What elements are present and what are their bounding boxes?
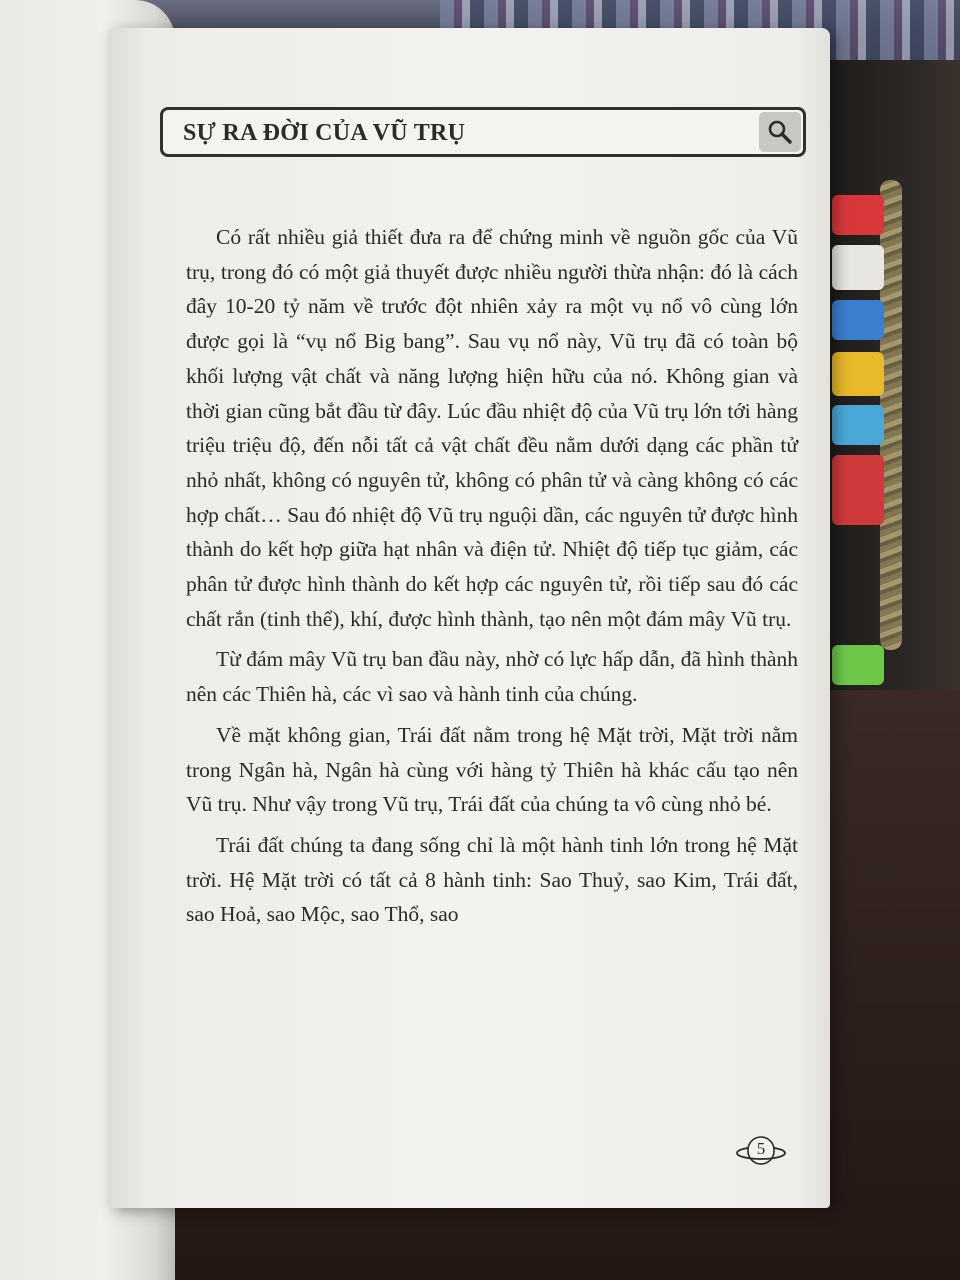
- page-number: [735, 1133, 787, 1169]
- background-toy-blue: [832, 300, 884, 340]
- paragraph-1: Có rất nhiều giả thiết đưa ra để chứng minh về nguồn gốc của Vũ trụ, trong đó có một giả thuyết được nhiều người thừa nhận: đó là cách đây 10-20 tỷ năm về trước đột nhiên xảy ra một vụ nổ vô cùng lớn được gọi là “vụ nổ Big bang”. Sau vụ nổ này, Vũ trụ đã có toàn bộ khối lượng vật chất và năng lượng hiện hữu của nó. Không gian và thời gian cũng bắt đầu từ đây. Lúc đầu nhiệt độ của Vũ trụ lớn tới hàng triệu triệu độ, đến nỗi tất cả vật chất đều nằm dưới dạng các phần tử nhỏ nhất, không có nguyên tử, không có phân tử và càng không có các hợp chất… Sau đó nhiệt độ Vũ trụ nguội dần, các nguyên tử được hình thành do kết hợp giữa hạt nhân và điện tử. Nhiệt độ tiếp tục giảm, các phân tử được hình thành do kết hợp các nguyên tử, rồi tiếp sau đó các chất rắn (tinh thể), khí, được hình thành, tạo nên một đám mây Vũ trụ.: [186, 225, 798, 631]
- background-toy-yellow: [832, 352, 884, 396]
- paragraph-2: Từ đám mây Vũ trụ ban đầu này, nhờ có lực hấp dẫn, đã hình thành nên các Thiên hà, các vì sao và hành tinh của chúng.: [186, 647, 798, 707]
- background-toy-red: [832, 195, 884, 235]
- search-box: [759, 112, 801, 152]
- background-toy-cyan: [832, 405, 884, 445]
- search-icon: [766, 118, 794, 146]
- chapter-header: [160, 107, 806, 157]
- paragraph-4: Trái đất chúng ta đang sống chỉ là một hành tinh lớn trong hệ Mặt trời. Hệ Mặt trời có tất cả 8 hành tinh: Sao Thuỷ, sao Kim, Trái đất, sao Hoả, sao Mộc, sao Thổ, sao: [186, 832, 798, 927]
- page-number-text: 5: [756, 1139, 766, 1158]
- background-toy-green: [832, 645, 884, 685]
- body-text: [186, 220, 798, 938]
- chapter-title: SỰ RA ĐỜI CỦA VŨ TRỤ: [183, 120, 466, 146]
- paragraph-3: Về mặt không gian, Trái đất nằm trong hệ Mặt trời, Mặt trời nằm trong Ngân hà, Ngân hà cùng với hàng tỷ Thiên hà khác cấu tạo nên Vũ trụ. Như vậy trong Vũ trụ, Trái đất của chúng ta vô cùng nhỏ bé.: [186, 722, 798, 817]
- background-toy-white: [832, 245, 884, 290]
- background-toy-red2: [832, 455, 884, 525]
